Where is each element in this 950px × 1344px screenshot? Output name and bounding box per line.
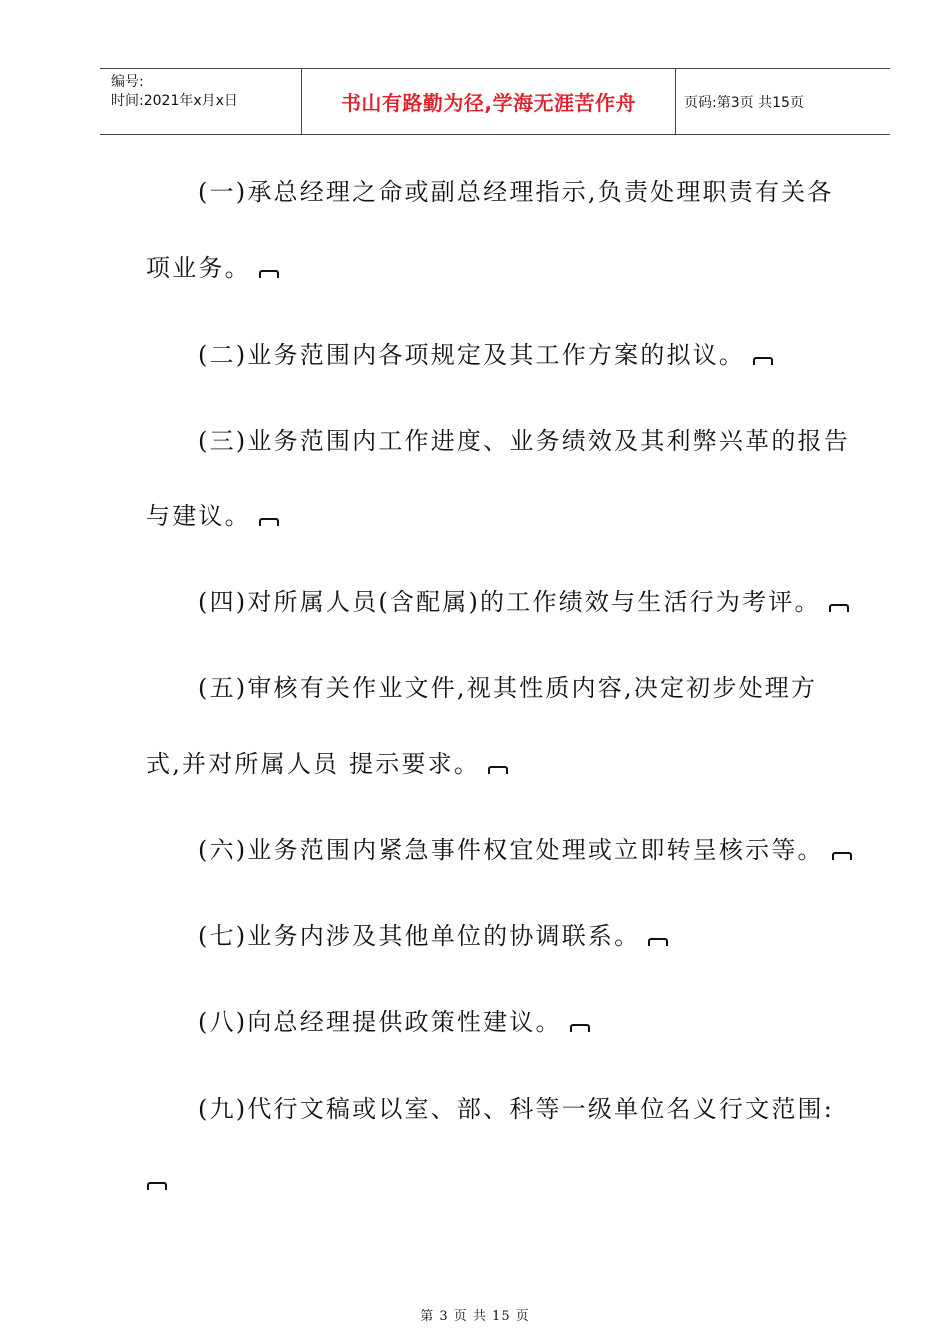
paragraph-mark-icon: [147, 1182, 167, 1190]
paragraph-mark-icon: [570, 1024, 590, 1032]
body-line-5: 与建议。: [146, 496, 279, 531]
paragraph-mark-icon: [829, 604, 849, 612]
body-line-8: 式,并对所属人员 提示要求。: [146, 744, 508, 779]
body-line-3: (二)业务范围内各项规定及其工作方案的拟议。: [198, 335, 773, 370]
page-footer: [0, 1305, 950, 1324]
paragraph-mark-icon: [832, 852, 852, 860]
page-header: [100, 68, 890, 135]
body-line-6: (四)对所属人员(含配属)的工作绩效与生活行为考评。: [198, 582, 849, 617]
header-page-cell: [676, 69, 890, 134]
footer-page-number: 第 3 页 共 15 页: [420, 1309, 530, 1324]
body-line-1: (一)承总经理之命或副总经理指示,负责处理职责有关各: [198, 178, 834, 206]
paragraph-mark-icon: [648, 938, 668, 946]
body-line-9: (六)业务范围内紧急事件权宜处理或立即转呈核示等。: [198, 830, 852, 865]
body-line-11: (八)向总经理提供政策性建议。: [198, 1002, 590, 1037]
time-label: 时间:2021年x月x日: [111, 93, 238, 109]
body-line-10: (七)业务内涉及其他单位的协调联系。: [198, 916, 668, 951]
number-label: 编号:: [111, 74, 144, 90]
page-info: 页码:第3页 共15页: [684, 94, 804, 111]
paragraph-mark-icon: [753, 357, 773, 365]
body-line-2: 项业务。: [146, 248, 279, 283]
paragraph-mark-icon: [259, 518, 279, 526]
header-motto-cell: [302, 69, 676, 134]
body-line-4: (三)业务范围内工作进度、业务绩效及其利弊兴革的报告: [198, 427, 850, 455]
paragraph-mark-icon: [259, 270, 279, 278]
header-meta-cell: [100, 69, 302, 134]
paragraph-mark-icon: [488, 766, 508, 774]
body-line-7: (五)审核有关作业文件,视其性质内容,决定初步处理方: [198, 674, 818, 702]
motto-text: 书山有路勤为径,学海无涯苦作舟: [340, 91, 637, 115]
body-line-12: (九)代行文稿或以室、部、科等一级单位名义行文范围:: [198, 1095, 835, 1123]
